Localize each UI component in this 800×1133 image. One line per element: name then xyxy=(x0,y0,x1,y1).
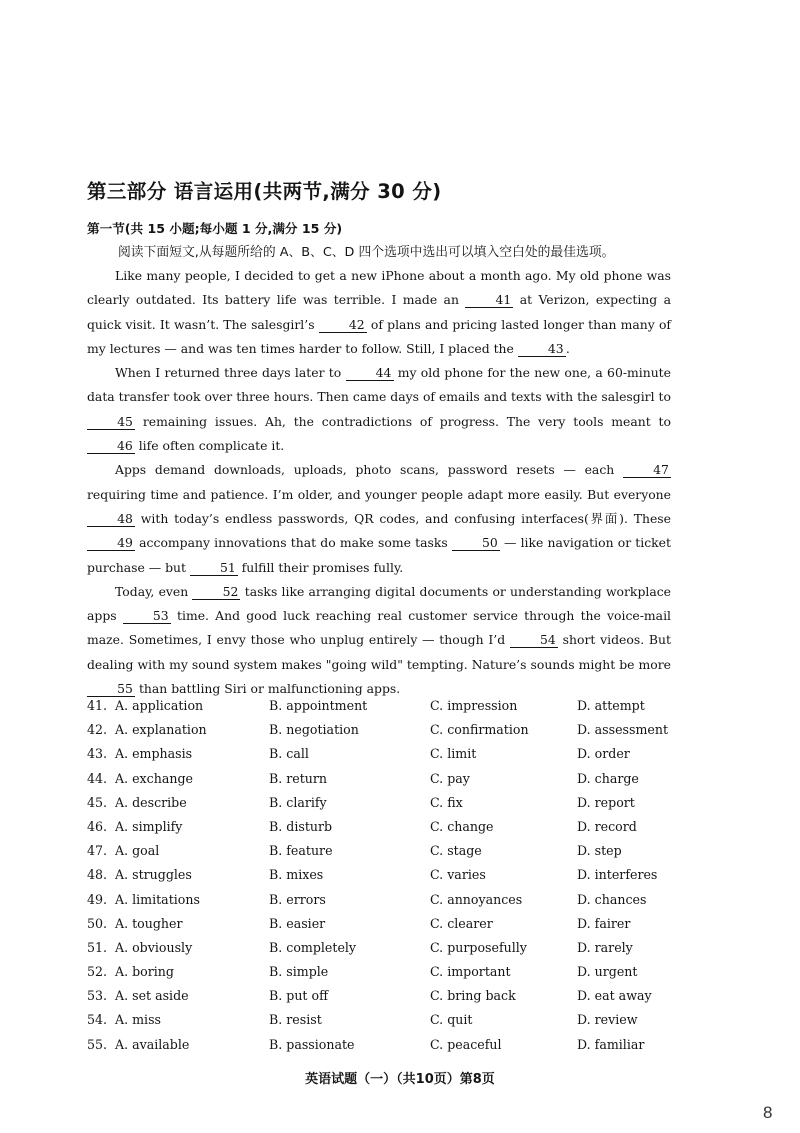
part-title: 第三部分 语言运用(共两节,满分 30 分) xyxy=(87,180,442,203)
option-b: B. resist xyxy=(269,1012,322,1028)
question-row xyxy=(87,940,707,964)
option-b: B. return xyxy=(269,770,328,786)
option-a: A. boring xyxy=(115,964,174,980)
answer-options xyxy=(87,698,707,1061)
option-c: C. bring back xyxy=(430,988,516,1004)
option-d: D. fairer xyxy=(577,915,631,931)
question-number: 55. xyxy=(87,1036,108,1052)
option-b: B. errors xyxy=(269,891,326,907)
passage-paragraph-1: Like many people, I decided to get a new iPhone about a month ago. My old phone was clearly outdated. Its battery life was terrible. I made an 41 at Verizon, expecting a quick visit. It wasn’t. The salesgirl’s 42 of plans and pricing lasted longer than many of my lectures — and was ten times harder to follow. Still, I placed the 43 . xyxy=(87,268,671,356)
option-a: A. miss xyxy=(115,1012,161,1028)
option-d: D. report xyxy=(577,794,635,810)
option-b: B. appointment xyxy=(269,698,368,713)
blank-45: 45 xyxy=(87,414,135,430)
question-row xyxy=(87,722,707,746)
blank-42: 42 xyxy=(319,317,367,333)
question-number: 51. xyxy=(87,939,108,955)
question-row xyxy=(87,1037,707,1061)
option-c: C. fix xyxy=(430,794,463,810)
option-d: D. interferes xyxy=(577,867,658,883)
option-d: D. familiar xyxy=(577,1036,645,1052)
option-d: D. rarely xyxy=(577,939,633,955)
option-c: C. purposefully xyxy=(430,939,527,955)
option-b: B. disturb xyxy=(269,818,333,834)
option-a: A. obviously xyxy=(115,939,193,955)
option-c: C. limit xyxy=(430,746,477,762)
section-title: 第一节(共 15 小题;每小题 1 分,满分 15 分) xyxy=(87,221,343,236)
question-row xyxy=(87,1012,707,1036)
question-number: 41. xyxy=(87,698,108,713)
question-row xyxy=(87,892,707,916)
option-a: A. set aside xyxy=(115,988,189,1004)
option-d: D. order xyxy=(577,746,630,762)
blank-52: 52 xyxy=(192,584,240,600)
option-c: C. peaceful xyxy=(430,1036,502,1052)
option-b: B. clarify xyxy=(269,794,327,810)
option-c: C. confirmation xyxy=(430,722,529,738)
blank-54: 54 xyxy=(510,632,558,648)
blank-44: 44 xyxy=(346,365,394,381)
page-number: 8 xyxy=(763,1103,773,1122)
option-d: D. urgent xyxy=(577,964,638,980)
option-c: C. pay xyxy=(430,770,470,786)
option-c: C. annoyances xyxy=(430,891,523,907)
option-b: B. call xyxy=(269,746,309,762)
option-a: A. application xyxy=(115,698,204,713)
option-c: C. clearer xyxy=(430,915,493,931)
question-number: 45. xyxy=(87,794,108,810)
option-b: B. feature xyxy=(269,843,333,859)
option-d: D. attempt xyxy=(577,698,645,713)
blank-46: 46 xyxy=(87,438,135,454)
option-c: C. varies xyxy=(430,867,486,883)
option-a: A. goal xyxy=(115,843,160,859)
question-number: 44. xyxy=(87,770,108,786)
question-number: 50. xyxy=(87,915,108,931)
question-number: 42. xyxy=(87,722,108,738)
blank-43: 43 xyxy=(518,341,566,357)
option-b: B. passionate xyxy=(269,1036,355,1052)
option-c: C. change xyxy=(430,818,494,834)
option-b: B. put off xyxy=(269,988,329,1004)
option-b: B. mixes xyxy=(269,867,324,883)
question-number: 52. xyxy=(87,964,108,980)
blank-41: 41 xyxy=(465,292,513,308)
option-a: A. limitations xyxy=(115,891,200,907)
passage-paragraph-3: Apps demand downloads, uploads, photo scans, password resets — each 47 requiring time and patience. I’m older, and younger people adapt more easily. But everyone 48 with today’s endless passwords, QR codes, and confusing interfaces(界面). These 49 accompany innovations that do make some tasks 50 — like navigation or ticket purchase — but 51 fulfill their promises fully. xyxy=(87,462,671,575)
question-number: 46. xyxy=(87,818,108,834)
question-row xyxy=(87,795,707,819)
option-d: D. eat away xyxy=(577,988,652,1004)
question-row xyxy=(87,964,707,988)
blank-51: 51 xyxy=(190,560,238,576)
option-b: B. completely xyxy=(269,939,357,955)
option-c: C. impression xyxy=(430,698,518,713)
question-row xyxy=(87,843,707,867)
blank-53: 53 xyxy=(123,608,171,624)
question-row xyxy=(87,698,707,722)
question-number: 53. xyxy=(87,988,108,1004)
option-b: B. negotiation xyxy=(269,722,359,738)
option-d: D. chances xyxy=(577,891,647,907)
passage-paragraph-2: When I returned three days later to 44 my old phone for the new one, a 60-minute data transfer took over three hours. Then came days of emails and texts with the salesgirl to 45 remaining issues. Ah, the contradictions of progress. The very tools meant to 46 life often complicate it. xyxy=(87,365,671,454)
option-d: D. charge xyxy=(577,770,639,786)
option-a: A. simplify xyxy=(115,818,183,834)
option-a: A. explanation xyxy=(115,722,207,738)
option-a: A. describe xyxy=(115,794,187,810)
page-footer: 英语试题（一）（共10页）第8页 xyxy=(305,1072,495,1087)
option-c: C. stage xyxy=(430,843,482,859)
question-number: 43. xyxy=(87,746,108,762)
option-b: B. easier xyxy=(269,915,326,931)
question-number: 49. xyxy=(87,891,108,907)
option-a: A. tougher xyxy=(115,915,183,931)
blank-55: 55 xyxy=(87,681,135,697)
question-number: 48. xyxy=(87,867,108,883)
question-row xyxy=(87,771,707,795)
instruction-text: 阅读下面短文,从每题所给的 A、B、C、D 四个选项中选出可以填入空白处的最佳选项。 xyxy=(118,245,615,260)
question-number: 54. xyxy=(87,1012,108,1028)
option-d: D. step xyxy=(577,843,622,859)
question-row xyxy=(87,746,707,770)
question-row xyxy=(87,988,707,1012)
question-row xyxy=(87,819,707,843)
option-c: C. quit xyxy=(430,1012,473,1028)
cloze-passage xyxy=(87,264,671,701)
option-a: A. exchange xyxy=(115,770,193,786)
option-a: A. emphasis xyxy=(115,746,193,762)
blank-47: 47 xyxy=(623,462,671,478)
option-a: A. available xyxy=(115,1036,190,1052)
question-row xyxy=(87,916,707,940)
passage-paragraph-4: Today, even 52 tasks like arranging digital documents or understanding workplace apps 53 time. And good luck reaching real customer service through the voice-mail maze. Sometimes, I envy those who unplug entirely — though I’d 54 short videos. But dealing with my sound system makes "going wild" tempting. Nature’s sounds might be more 55 than battling Siri or malfunctioning apps. xyxy=(87,583,671,697)
option-d: D. review xyxy=(577,1012,638,1028)
option-c: C. important xyxy=(430,964,511,980)
blank-48: 48 xyxy=(87,511,135,527)
option-a: A. struggles xyxy=(115,867,192,883)
question-number: 47. xyxy=(87,843,108,859)
option-d: D. assessment xyxy=(577,722,669,738)
option-d: D. record xyxy=(577,818,637,834)
option-b: B. simple xyxy=(269,964,329,980)
blank-49: 49 xyxy=(87,535,135,551)
question-row xyxy=(87,867,707,891)
blank-50: 50 xyxy=(452,535,500,551)
